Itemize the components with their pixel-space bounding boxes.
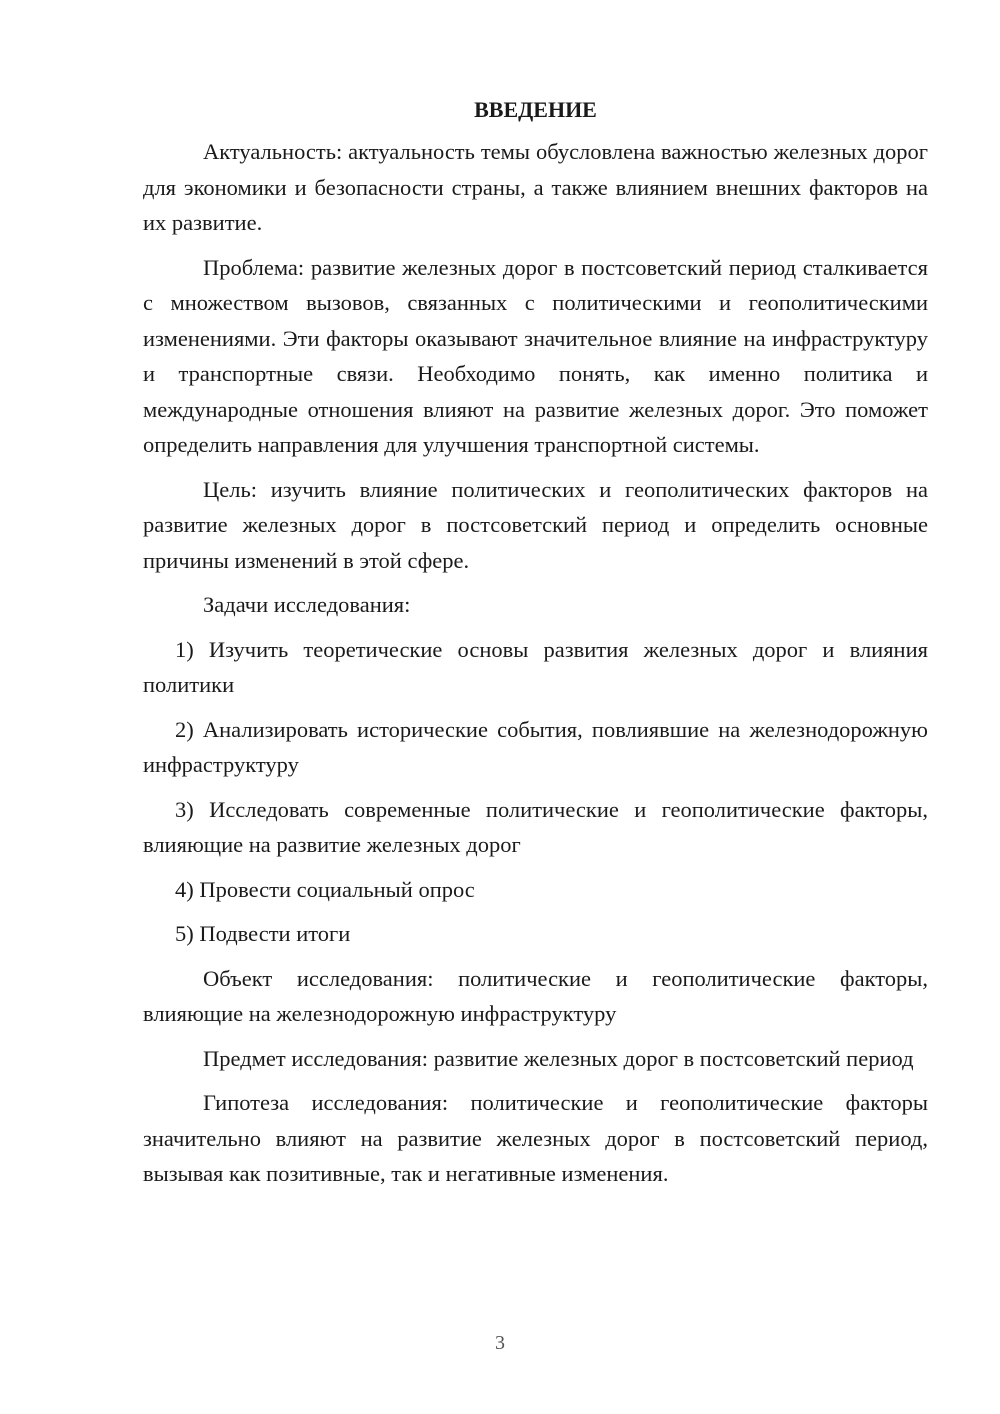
paragraph-object: Объект исследования: политические и геополитические факторы, влияющие на железнодорожную инфраструктуру [143, 965, 928, 1026]
document-page [143, 92, 928, 1192]
paragraph-relevance: Актуальность: актуальность темы обусловлена важностью железных дорог для экономики и безопасности страны, а также влиянием внешних факторов на их развитие. [143, 139, 928, 235]
tasks-heading: Задачи исследования: [203, 592, 411, 617]
paragraph-problem: Проблема: развитие железных дорог в постсоветский период сталкивается с множеством вызовов, связанных с политическими и геополитическими изменениями. Эти факторы оказывают значительное влияние на инфраструктуру и транспортные связи. Необходимо понять, как именно политика и международные отношения влияют на развитие железных дорог. Это поможет определить направления для улучшения транспортной системы. [143, 254, 928, 457]
task-item-5: 5) Подвести итоги [175, 921, 351, 946]
paragraph-hypothesis: Гипотеза исследования: политические и геополитические факторы значительно влияют на развитие железных дорог в постсоветский период, вызывая как позитивные, так и негативные изменения. [143, 1090, 928, 1186]
task-item-2: 2) Анализировать исторические события, повлиявшие на железнодорожную инфраструктуру [143, 716, 928, 777]
task-item-4: 4) Провести социальный опрос [175, 876, 475, 902]
page-number: 3 [495, 1332, 505, 1354]
task-item-3: 3) Исследовать современные политические и геополитические факторы, влияющие на развитие железных дорог [143, 796, 928, 857]
paragraph-subject: Предмет исследования: развитие железных дорог в постсоветский период [203, 1045, 914, 1071]
task-item-1: 1) Изучить теоретические основы развития железных дорог и влияния политики [143, 636, 928, 697]
document-title: ВВЕДЕНИЕ [474, 97, 597, 122]
paragraph-goal: Цель: изучить влияние политических и геополитических факторов на развитие железных дорог в постсоветский период и определить основные причины изменений в этой сфере. [143, 476, 928, 573]
